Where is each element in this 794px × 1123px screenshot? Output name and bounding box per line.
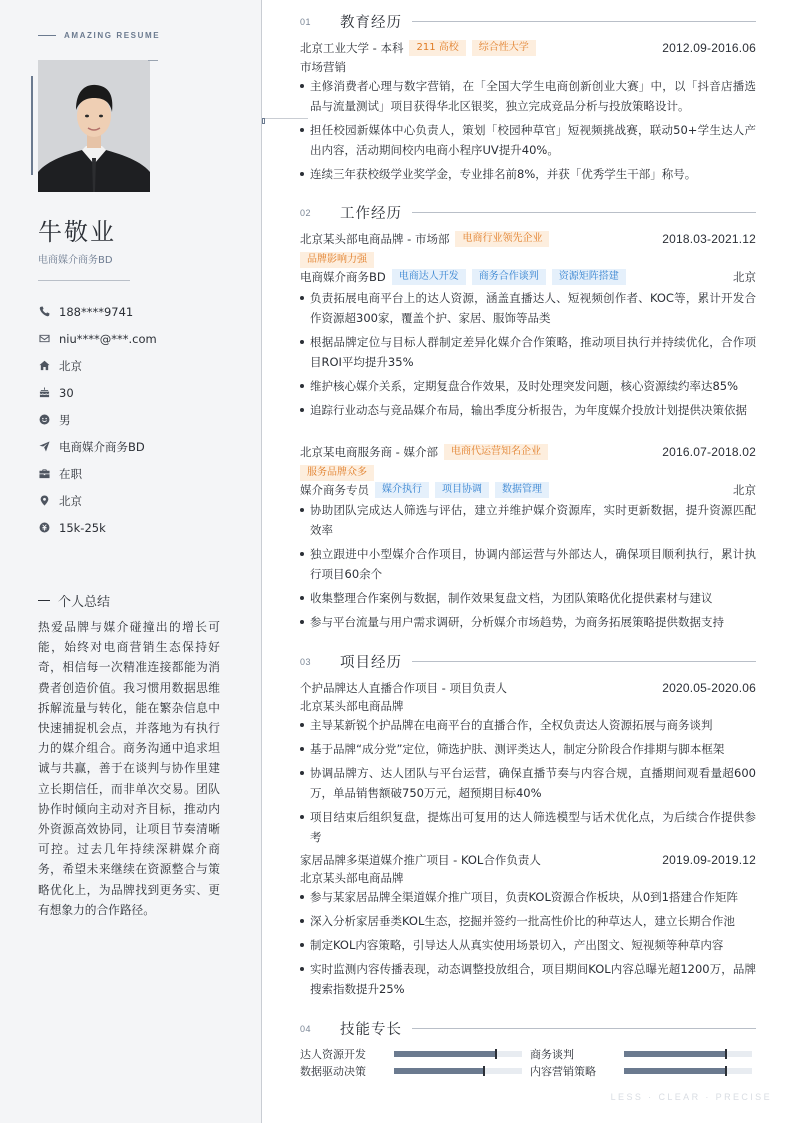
job-company: 北京某头部电商品牌 - 市场部 (300, 232, 450, 246)
list-item: 参与平台流量与用户需求调研，分析媒介市场趋势，为商务拓展策略提供数据支持 (300, 612, 756, 632)
skill-bar-fill (394, 1068, 484, 1074)
education-major-row (300, 59, 756, 75)
section-header-education (300, 11, 756, 32)
job-role: 电商媒介商务BD (300, 270, 386, 284)
project-org-row (300, 698, 756, 714)
job-role-row (300, 269, 756, 285)
job-tag-row (300, 252, 756, 268)
home-icon (38, 360, 50, 372)
list-item: 制定KOL内容策略，引导达人从真实使用场景切入，产出图文、短视频等种草内容 (300, 935, 756, 955)
project-org-row (300, 870, 756, 886)
section-divider (412, 1028, 756, 1029)
contact-salary (38, 514, 157, 541)
project-bullets (300, 715, 756, 851)
skill-label: 商务谈判 (530, 1048, 574, 1061)
send-icon (38, 441, 50, 453)
job-skill-tag: 媒介执行 (375, 482, 429, 498)
list-item: 协助团队完成达人筛选与评估，建立并维护媒介资源库，实时更新数据，提升资源匹配效率 (300, 500, 756, 540)
list-item: 负责拓展电商平台上的达人资源，涵盖直播达人、短视频创作者、KOC等，累计开发合作资源超300家，覆盖个护、家居、服饰等品类 (300, 288, 756, 328)
contact-target-role-text: 电商媒介商务BD (59, 439, 145, 454)
profile-name: 牛敬业 (38, 218, 116, 246)
cake-icon (38, 387, 50, 399)
list-item: 深入分析家居垂类KOL生态，挖掘并签约一批高性价比的种草达人，建立长期合作池 (300, 911, 756, 931)
section-header-projects (300, 651, 756, 672)
list-item: 收集整理合作案例与数据，制作效果复盘文档，为团队策略优化提供素材与建议 (300, 588, 756, 608)
project-name-row (300, 852, 756, 868)
face-icon (38, 414, 50, 426)
list-item: 项目结束后组织复盘，提炼出可复用的达人筛选模型与话术优化点，为后续合作提供参考 (300, 807, 756, 847)
name-divider (38, 280, 130, 281)
skill-item (530, 1046, 752, 1062)
education-major: 市场营销 (300, 60, 346, 74)
section-number: 03 (300, 656, 312, 667)
education-school: 北京工业大学 - 本科 (300, 41, 404, 55)
skill-bar-marker (495, 1049, 497, 1059)
section-title: 工作经历 (340, 206, 402, 222)
list-item: 实时监测内容传播表现，动态调整投放组合，项目期间KOL内容总曝光超1200万，品牌搜索指数提升25% (300, 959, 756, 999)
mail-icon (38, 333, 50, 345)
list-item: 维护核心媒介关系，定期复盘合作效果，及时处理突发问题，核心资源续约率达85% (300, 376, 756, 396)
contact-status-text: 在职 (59, 466, 82, 481)
job-bullets (300, 288, 756, 424)
job-role-row (300, 482, 756, 498)
education-tag: 211 高校 (409, 40, 465, 56)
skill-label: 内容营销策略 (530, 1065, 596, 1078)
section-title: 教育经历 (340, 15, 402, 31)
summary-heading-text: 个人总结 (58, 595, 111, 610)
job-skill-tag: 电商达人开发 (392, 269, 466, 285)
section-number: 04 (300, 1023, 312, 1034)
section-header-skills (300, 1018, 756, 1039)
list-item: 连续三年获校级学业奖学金，专业排名前8%，并获「优秀学生干部」称号。 (300, 164, 756, 184)
job-bullets (300, 500, 756, 636)
contact-gender (38, 406, 157, 433)
skill-bar-marker (483, 1066, 485, 1076)
contact-target-role (38, 433, 157, 460)
education-date: 2012.09-2016.06 (662, 41, 756, 55)
project-name-row (300, 680, 756, 696)
profile-title: 电商媒介商务BD (38, 255, 113, 266)
brand-label (38, 31, 160, 40)
education-school-row (300, 40, 756, 56)
job-location: 北京 (733, 270, 756, 284)
job-skill-tag: 商务合作谈判 (472, 269, 546, 285)
contact-status (38, 460, 157, 487)
job-location: 北京 (733, 483, 756, 497)
skill-item (300, 1046, 522, 1062)
contact-email-text: niu****@***.com (59, 331, 157, 346)
project-date: 2019.09-2019.12 (662, 853, 756, 867)
skill-item (530, 1063, 752, 1079)
skill-bar-fill (624, 1051, 726, 1057)
photo-accent-bar (31, 76, 33, 175)
job-tag: 电商行业领先企业 (455, 231, 549, 247)
skill-bar (394, 1051, 522, 1057)
section-number: 01 (300, 16, 312, 27)
job-tag-row (300, 465, 756, 481)
contact-location-text: 北京 (59, 493, 82, 508)
list-item: 追踪行业动态与竞品媒介布局，输出季度分析报告，为年度媒介投放计划提供决策依据 (300, 400, 756, 420)
section-title: 项目经历 (340, 655, 402, 671)
watermark: LESS · CLEAR · PRECISE (610, 1092, 772, 1102)
job-date: 2016.07-2018.02 (662, 445, 756, 459)
summary-heading (38, 591, 110, 610)
job-skill-tag: 项目协调 (435, 482, 489, 498)
contact-city-text: 北京 (59, 358, 82, 373)
job-tag: 电商代运营知名企业 (444, 444, 548, 460)
list-item: 基于品牌“成分党”定位，筛选护肤、测评类达人，制定分阶段合作排期与脚本框架 (300, 739, 756, 759)
skill-bar (624, 1068, 752, 1074)
skill-bar-marker (725, 1049, 727, 1059)
skill-bar-fill (624, 1068, 726, 1074)
skill-label: 数据驱动决策 (300, 1065, 366, 1078)
contact-location (38, 487, 157, 514)
list-item: 担任校园新媒体中心负责人，策划「校园种草官」短视频挑战赛，联动50+学生达人产出内容，活动期间校内电商小程序UV提升40%。 (300, 120, 756, 160)
job-tag: 品牌影响力强 (300, 252, 374, 268)
profile-photo (38, 60, 150, 192)
job-skill-tag: 资源矩阵搭建 (552, 269, 626, 285)
section-header-work (300, 202, 756, 223)
brand-text: AMAZING RESUME (64, 31, 161, 40)
section-divider (412, 212, 756, 213)
skill-item (300, 1063, 522, 1079)
education-tag: 综合性大学 (472, 40, 536, 56)
project-date: 2020.05-2020.06 (662, 681, 756, 695)
list-item: 参与某家居品牌全渠道媒介推广项目，负责KOL资源合作板块，从0到1搭建合作矩阵 (300, 887, 756, 907)
skill-bar (624, 1051, 752, 1057)
section-number: 02 (300, 207, 312, 218)
contact-city (38, 352, 157, 379)
skill-bar-marker (725, 1066, 727, 1076)
job-company: 北京某电商服务商 - 媒介部 (300, 445, 438, 459)
summary-text: 热爱品牌与媒介碰撞出的增长可能，始终对电商营销生态保持好奇，相信每一次精准连接都能为消费者创造价值。我习惯用数据思维拆解流量与转化，能在繁杂信息中快速捕捉机会点，并落地为有执行力的媒介组合。商务沟通中追求坦诚与共赢，善于在谈判与协作里建立长期信任，而非单次交易。团队协作时倾向主动对齐目标，推动内外资源高效协同，让项目节奏清晰可控。过去几年持续深耕媒介商务，希望未来继续在资源整合与策略优化上，为品牌找到更务实、更有想象力的合作路径。 (38, 620, 220, 917)
job-role: 媒介商务专员 (300, 483, 369, 497)
section-divider (412, 661, 756, 662)
project-org: 北京某头部电商品牌 (300, 699, 404, 713)
list-item: 独立跟进中小型媒介合作项目，协调内部运营与外部达人，确保项目顺利执行，累计执行项目60余个 (300, 544, 756, 584)
location-pin-icon (38, 495, 50, 507)
education-bullets (300, 76, 756, 188)
list-item: 根据品牌定位与目标人群制定差异化媒介合作策略，推动项目执行并持续优化，合作项目ROI平均提升35% (300, 332, 756, 372)
sidebar (0, 0, 262, 1123)
section-title: 技能专长 (340, 1022, 402, 1038)
section-divider (412, 21, 756, 22)
contact-list (38, 298, 157, 541)
photo-corner-tick (148, 60, 158, 61)
list-item: 主导某新锐个护品牌在电商平台的直播合作，全权负责达人资源拓展与商务谈判 (300, 715, 756, 735)
contact-salary-text: 15k-25k (59, 520, 106, 535)
briefcase-icon (38, 468, 50, 480)
job-tag: 服务品牌众多 (300, 465, 374, 481)
list-item: 主修消费者心理与数字营销，在「全国大学生电商创新创业大赛」中，以「抖音店播选品与流量测试」项目获得华北区银奖，独立完成竞品分析与投放策略设计。 (300, 76, 756, 116)
job-skill-tag: 数据管理 (495, 482, 549, 498)
job-date: 2018.03-2021.12 (662, 232, 756, 246)
job-company-row (300, 444, 756, 460)
money-icon (38, 522, 50, 534)
summary-heading-dash (38, 600, 50, 601)
contact-phone-text: 188****9741 (59, 304, 134, 319)
project-org: 北京某头部电商品牌 (300, 871, 404, 885)
project-bullets (300, 887, 756, 1003)
project-name: 家居品牌多渠道媒介推广项目 - KOL合作负责人 (300, 853, 541, 867)
list-item: 协调品牌方、达人团队与平台运营，确保直播节奏与内容合规，直播期间观看量超600万，单品销售额破750万元，超预期目标40% (300, 763, 756, 803)
contact-phone (38, 298, 157, 325)
job-company-row (300, 231, 756, 247)
contact-gender-text: 男 (59, 412, 71, 427)
contact-age-text: 30 (59, 385, 74, 400)
section-connector-marker (262, 118, 265, 124)
skill-bar (394, 1068, 522, 1074)
phone-icon (38, 306, 50, 318)
contact-age (38, 379, 157, 406)
contact-email (38, 325, 157, 352)
brand-divider (38, 35, 56, 36)
skill-label: 达人资源开发 (300, 1048, 366, 1061)
project-name: 个护品牌达人直播合作项目 - 项目负责人 (300, 681, 507, 695)
skill-bar-fill (394, 1051, 496, 1057)
